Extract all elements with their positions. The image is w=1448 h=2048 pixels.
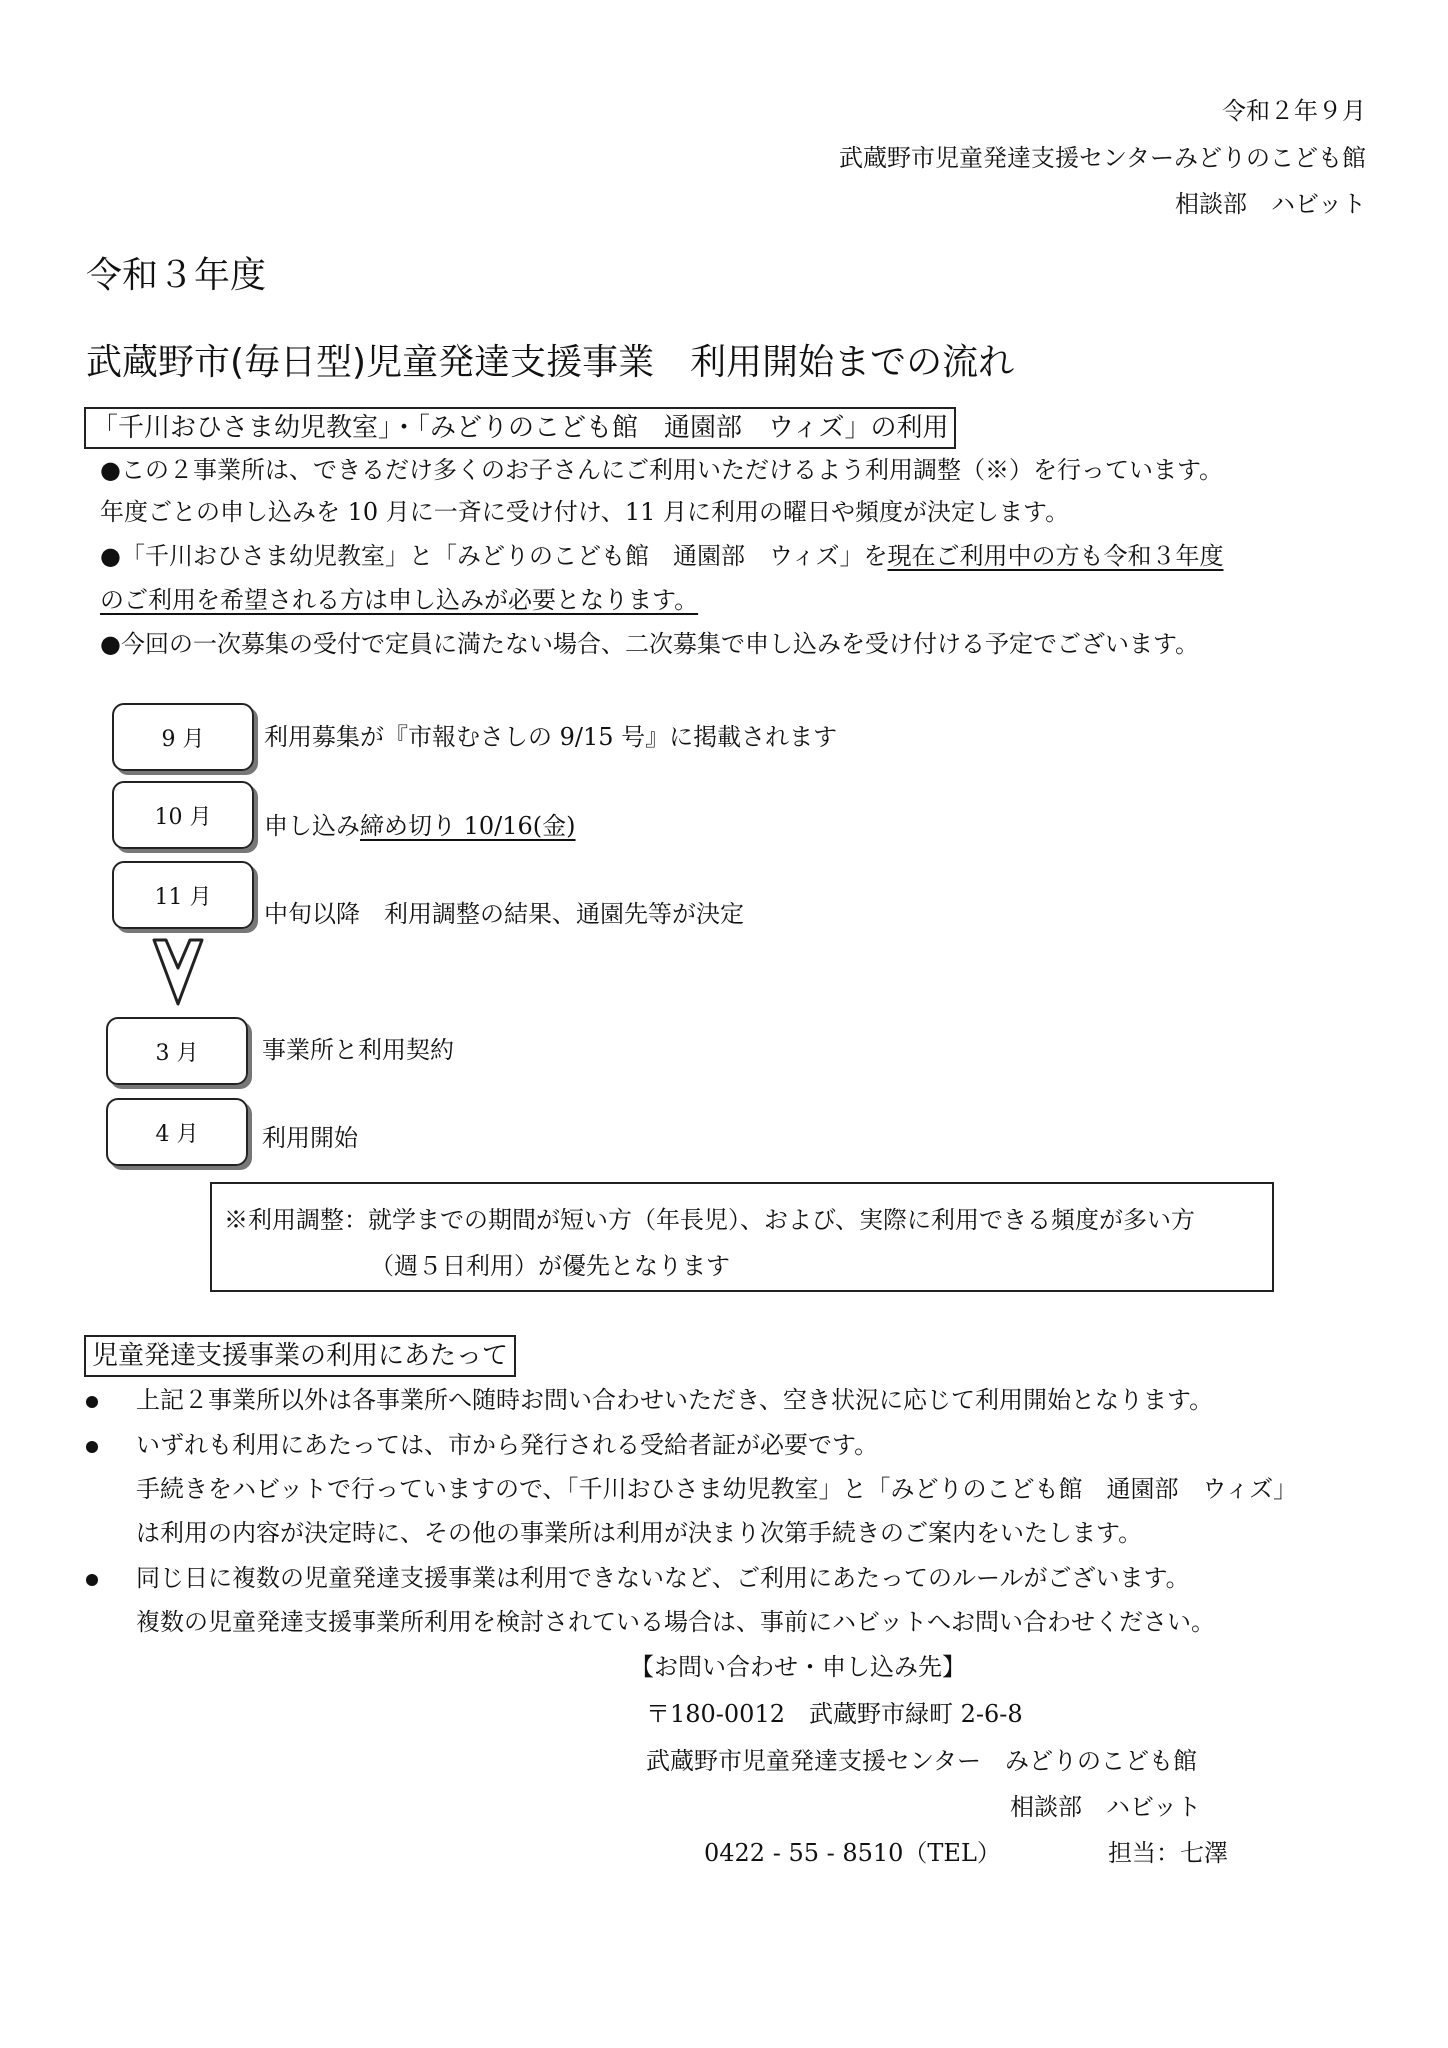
section2-b3-line1: 同じ日に複数の児童発達支援事業は利用できないなど、ご利用にあたってのルールがございます。 <box>136 1564 1190 1592</box>
section1-p3: ●今回の一次募集の受付で定員に満たない場合、二次募集で申し込みを受け付ける予定でございます。 <box>100 630 1200 658</box>
flow-month-label: 11 月 <box>154 884 212 910</box>
section1-p2-underline2: のご利用を希望される方は申し込みが必要となります。 <box>100 586 699 614</box>
section1-p1-line1: ●この２事業所は、できるだけ多くのお子さんにご利用いただけるよう利用調整（※）を行っています。 <box>100 456 1224 484</box>
section2-b3-line2: 複数の児童発達支援事業所利用を検討されている場合は、事前にハビットへお問い合わせください。 <box>136 1608 1216 1636</box>
flow-month-oct <box>112 781 254 849</box>
flow-step-mar: 事業所と利用契約 <box>262 1036 454 1064</box>
header-org: 武蔵野市児童発達支援センターみどりのこども館 <box>838 144 1366 172</box>
flow-month-label: 4 月 <box>155 1121 199 1147</box>
flow-month-label: 9 月 <box>161 726 205 752</box>
flow-month-label: 10 月 <box>154 804 212 830</box>
contact-tel: 0422 - 55 - 8510（TEL） <box>704 1839 1001 1867</box>
section1-p1-line2: 年度ごとの申し込みを 10 月に一斉に受け付け、11 月に利用の曜日や頻度が決定します。 <box>100 498 1070 526</box>
flow-month-mar <box>106 1017 248 1085</box>
bullet-icon <box>86 1396 98 1408</box>
contact-org: 武蔵野市児童発達支援センター みどりのこども館 <box>646 1747 1198 1775</box>
section2-b2-line2: 手続きをハビットで行っていますので、「千川おひさま幼児教室」と「みどりのこども館 通園部 ウィズ」 <box>136 1475 1298 1503</box>
bullet-icon <box>86 1441 98 1453</box>
contact-person: 担当：七澤 <box>1108 1839 1228 1867</box>
contact-dept: 相談部 ハビット <box>1010 1793 1202 1821</box>
fiscal-year-title: 令和３年度 <box>86 255 267 296</box>
contact-address: 〒180-0012 武蔵野市緑町 2-6-8 <box>646 1700 1023 1728</box>
header-date: 令和２年９月 <box>1222 97 1366 125</box>
flow-month-nov <box>112 861 254 929</box>
flow-month-apr <box>106 1098 248 1166</box>
flow-step-apr: 利用開始 <box>262 1124 358 1152</box>
flow-step-nov: 中旬以降 利用調整の結果、通園先等が決定 <box>264 900 744 928</box>
flow-step-sep: 利用募集が『市報むさしの 9/15 号』に掲載されます <box>264 723 838 751</box>
flow-month-sep <box>112 703 254 771</box>
section1-heading: 「千川おひさま幼児教室」・「みどりのこども館 通園部 ウィズ」の利用 <box>84 407 956 449</box>
section1-p2-line1 <box>100 541 1224 571</box>
page-title: 武蔵野市(毎日型)児童発達支援事業 利用開始までの流れ <box>86 342 1015 383</box>
note-line1: ※利用調整：就学までの期間が短い方（年長児）、および、実際に利用できる頻度が多い方 <box>224 1206 1196 1234</box>
bullet-icon <box>86 1574 98 1586</box>
header-dept: 相談部 ハビット <box>1174 190 1366 218</box>
flow-month-label: 3 月 <box>155 1040 199 1066</box>
flow-step-oct: 申し込み締め切り 10/16(金) <box>264 812 576 840</box>
note-line2: （週５日利用）が優先となります <box>370 1252 730 1280</box>
section2-b1: 上記２事業所以外は各事業所へ随時お問い合わせいただき、空き状況に応じて利用開始となります。 <box>136 1386 1214 1414</box>
section1-p2-underline1: 現在ご利用中の方も令和３年度 <box>887 542 1224 570</box>
section1-p2-lead: ●「千川おひさま幼児教室」と「みどりのこども館 通園部 ウィズ」を <box>100 542 888 570</box>
contact-heading: 【お問い合わせ・申し込み先】 <box>630 1653 966 1681</box>
section2-heading: 児童発達支援事業の利用にあたって <box>84 1335 516 1377</box>
flow-step-oct-deadline: 締め切り 10/16(金) <box>360 812 576 840</box>
flow-down-arrow-icon <box>150 938 206 1008</box>
section2-b2-line3: は利用の内容が決定時に、その他の事業所は利用が決まり次第手続きのご案内をいたします。 <box>136 1519 1143 1547</box>
section2-b2-line1: いずれも利用にあたっては、市から発行される受給者証が必要です。 <box>136 1431 879 1459</box>
